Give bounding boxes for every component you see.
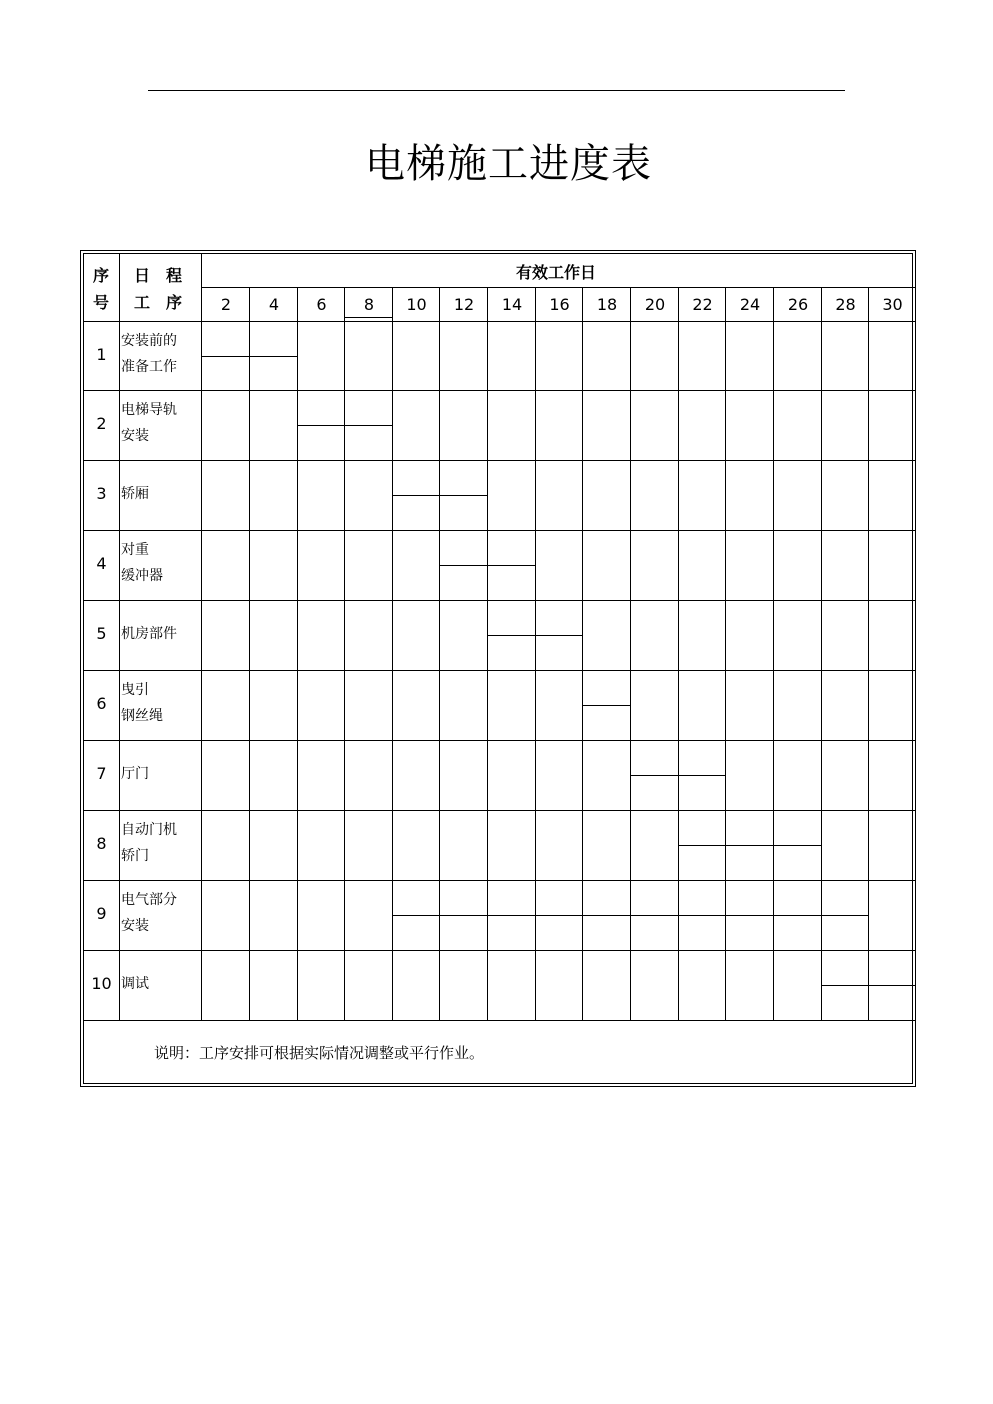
row-task-label: 调试 bbox=[121, 976, 149, 992]
day-column-line bbox=[868, 287, 869, 1020]
row-number: 5 bbox=[96, 624, 107, 643]
row-line bbox=[84, 950, 915, 951]
schedule-table-frame bbox=[80, 250, 916, 1087]
day-column-line bbox=[582, 287, 583, 1020]
header-seq-label: 序 bbox=[93, 266, 110, 285]
day-column-line bbox=[439, 287, 440, 1020]
page-title: 电梯施工进度表 bbox=[365, 141, 652, 187]
schedule-bar bbox=[297, 425, 392, 426]
day-label: 20 bbox=[644, 295, 666, 314]
header-divider bbox=[201, 287, 915, 288]
day-label: 16 bbox=[549, 295, 570, 314]
row-number: 2 bbox=[96, 414, 107, 433]
day-label: 2 bbox=[220, 295, 232, 314]
day-column-line bbox=[725, 287, 726, 1020]
schedule-bar bbox=[392, 495, 487, 496]
row-line bbox=[84, 670, 915, 671]
row-task-label: 安装前的 bbox=[121, 333, 177, 349]
day-column-line bbox=[392, 287, 393, 1020]
row-task-label: 对重 bbox=[121, 542, 149, 558]
row-line bbox=[84, 810, 915, 811]
row-line bbox=[84, 390, 915, 391]
day-label: 22 bbox=[692, 295, 713, 314]
day-label: 8 bbox=[363, 295, 375, 314]
row-number: 8 bbox=[96, 834, 107, 853]
row-line bbox=[84, 740, 915, 741]
row-task-label: 缓冲器 bbox=[121, 568, 163, 584]
day-label: 24 bbox=[739, 295, 761, 314]
day-label: 26 bbox=[787, 295, 809, 314]
day-label: 14 bbox=[501, 295, 523, 314]
day-column-line bbox=[821, 287, 822, 1020]
column-line bbox=[201, 254, 202, 1020]
schedule-bar bbox=[392, 915, 868, 916]
schedule-table bbox=[83, 253, 913, 1084]
row-task-label: 机房部件 bbox=[121, 626, 177, 642]
day-label: 10 bbox=[406, 295, 427, 314]
row-number: 3 bbox=[96, 484, 107, 503]
row-number: 1 bbox=[96, 345, 107, 364]
row-task-label: 钢丝绳 bbox=[121, 708, 163, 724]
row-line bbox=[84, 880, 915, 881]
row-task-label: 安装 bbox=[121, 918, 149, 934]
row-task-label: 准备工作 bbox=[121, 359, 177, 375]
column-line bbox=[119, 254, 120, 1020]
row-task-label: 安装 bbox=[121, 428, 149, 444]
day-label: 12 bbox=[453, 295, 475, 314]
row-line bbox=[84, 600, 915, 601]
row-number: 7 bbox=[96, 764, 107, 783]
day-label: 4 bbox=[268, 295, 280, 314]
schedule-bar bbox=[439, 565, 535, 566]
day-label: 18 bbox=[596, 295, 618, 314]
header-seq-label: 号 bbox=[93, 293, 110, 312]
day-8-marker bbox=[344, 317, 392, 318]
schedule-bar bbox=[630, 775, 725, 776]
row-task-label: 电梯导轨 bbox=[121, 402, 177, 418]
schedule-bar bbox=[201, 356, 297, 357]
day-column-line bbox=[535, 287, 536, 1020]
row-task-label: 轿门 bbox=[121, 848, 149, 864]
day-label: 30 bbox=[882, 295, 903, 314]
header-workdays-label: 有效工作日 bbox=[516, 263, 597, 282]
day-column-line bbox=[487, 287, 488, 1020]
row-task-label: 轿厢 bbox=[121, 486, 149, 502]
header-bottom-line bbox=[84, 321, 915, 322]
row-line bbox=[84, 530, 915, 531]
row-task-label: 自动门机 bbox=[121, 822, 177, 838]
day-column-line bbox=[630, 287, 631, 1020]
top-rule bbox=[148, 90, 845, 91]
row-number: 6 bbox=[96, 694, 107, 713]
schedule-bar bbox=[821, 985, 915, 986]
schedule-bar bbox=[582, 705, 630, 706]
row-task-label: 电气部分 bbox=[121, 892, 177, 908]
row-number: 10 bbox=[91, 974, 112, 993]
day-column-line bbox=[678, 287, 679, 1020]
row-line bbox=[84, 460, 915, 461]
day-column-line bbox=[773, 287, 774, 1020]
header-process-label: 工 序 bbox=[134, 293, 183, 312]
day-label: 6 bbox=[316, 295, 327, 314]
day-column-line bbox=[297, 287, 298, 1020]
day-column-line bbox=[344, 287, 345, 1020]
row-task-label: 厅门 bbox=[121, 766, 149, 782]
day-label: 28 bbox=[835, 295, 856, 314]
row-task-label: 曳引 bbox=[121, 682, 149, 698]
row-number: 9 bbox=[96, 904, 107, 923]
day-column-line bbox=[249, 287, 250, 1020]
schedule-bar bbox=[678, 845, 821, 846]
table-note: 说明：工序安排可根据实际情况调整或平行作业。 bbox=[154, 1044, 485, 1062]
schedule-bar bbox=[487, 635, 582, 636]
header-schedule-label: 日 程 bbox=[134, 266, 183, 285]
table-bottom-line bbox=[84, 1020, 915, 1021]
row-number: 4 bbox=[96, 554, 107, 573]
